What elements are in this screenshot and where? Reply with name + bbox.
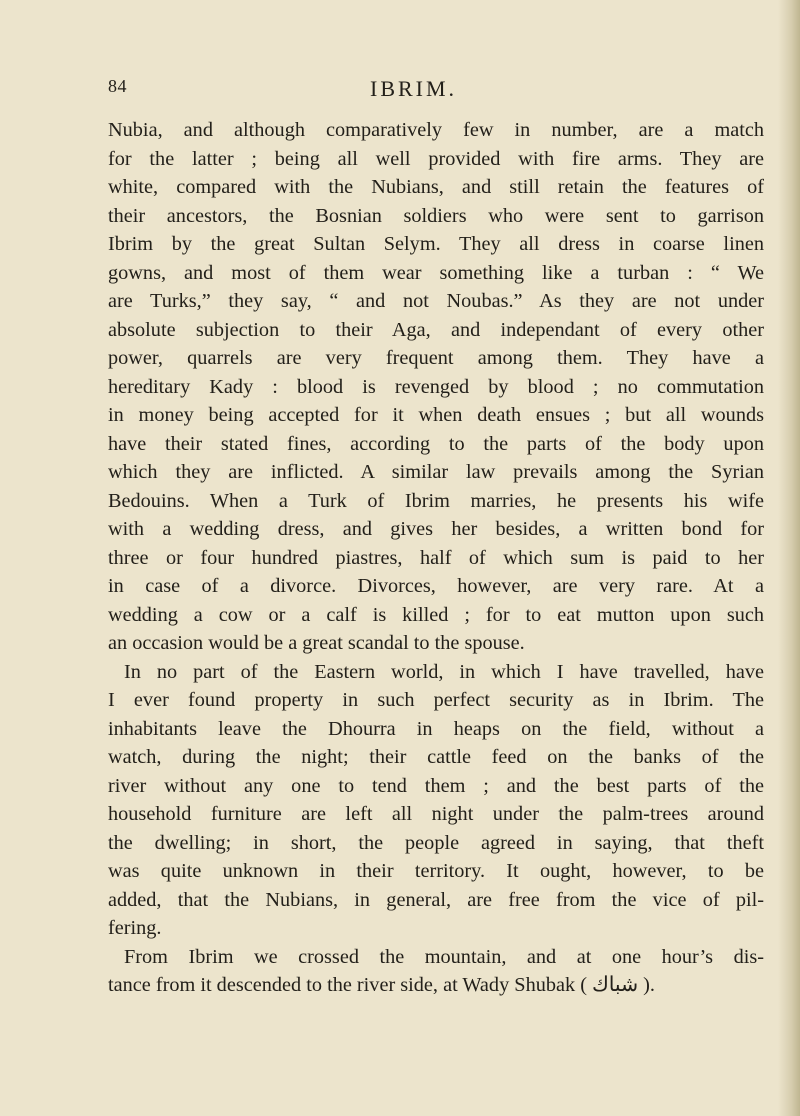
text-line: power, quarrels are very frequent among them. They have a: [108, 347, 764, 369]
text-line: Bedouins. When a Turk of Ibrim marries, he presents his wife: [108, 489, 764, 512]
text-line: an occasion would be a great scandal to the spouse.: [108, 632, 525, 654]
text-line: which they are inflicted. A similar law prevails among the Syrian: [108, 461, 764, 483]
body-text: [108, 116, 764, 1000]
text-line: are Turks,” they say, “ and not Noubas.” As they are not under: [108, 290, 764, 312]
text-line: fering.: [108, 917, 162, 939]
text-line: watch, during the night; their cattle feed on the banks of the: [108, 746, 764, 768]
text-line: three or four hundred piastres, half of which sum is paid to her: [108, 546, 764, 569]
text-line: was quite unknown in their territory. It ought, however, to be: [108, 860, 764, 882]
text-line: gowns, and most of them wear something like a turban : “ We: [108, 261, 764, 284]
text-line: tance from it descended to the river side, at Wady Shubak ( شباك ).: [108, 974, 655, 996]
text-line: From Ibrim we crossed the mountain, and at one hour’s dis-: [124, 945, 764, 968]
page-edge-shadow: [778, 0, 800, 1116]
text-line: with a wedding dress, and gives her besides, a written bond for: [108, 518, 764, 540]
text-line: Nubia, and although comparatively few in number, are a match: [108, 119, 764, 141]
text-line: Ibrim by the great Sultan Selym. They all dress in coarse linen: [108, 233, 764, 255]
text-line: white, compared with the Nubians, and still retain the features of: [108, 176, 764, 198]
text-line: hereditary Kady : blood is revenged by blood ; no commutation: [108, 375, 764, 398]
text-line: absolute subjection to their Aga, and independant of every other: [108, 318, 764, 341]
text-line: household furniture are left all night under the palm-trees around: [108, 803, 764, 825]
text-line: In no part of the Eastern world, in which I have travelled, have: [124, 660, 764, 683]
text-line: for the latter ; being all well provided with fire arms. They are: [108, 147, 764, 170]
text-line: in money being accepted for it when death ensues ; but all wounds: [108, 404, 764, 426]
running-head: IBRIM.: [370, 76, 458, 101]
page-number: 84: [108, 76, 127, 96]
text-line: river without any one to tend them ; and the best parts of the: [108, 774, 764, 797]
text-line: wedding a cow or a calf is killed ; for to eat mutton upon such: [108, 603, 764, 626]
text-line: in case of a divorce. Divorces, however, are very rare. At a: [108, 575, 764, 597]
page-header: [108, 76, 748, 106]
text-line: have their stated fines, according to the parts of the body upon: [108, 432, 764, 455]
text-line: their ancestors, the Bosnian soldiers who were sent to garrison: [108, 204, 764, 227]
text-line: added, that the Nubians, in general, are free from the vice of pil-: [108, 888, 764, 911]
text-line: the dwelling; in short, the people agreed in saying, that theft: [108, 831, 764, 854]
text-line: inhabitants leave the Dhourra in heaps on the field, without a: [108, 717, 764, 740]
text-line: I ever found property in such perfect security as in Ibrim. The: [108, 689, 764, 711]
